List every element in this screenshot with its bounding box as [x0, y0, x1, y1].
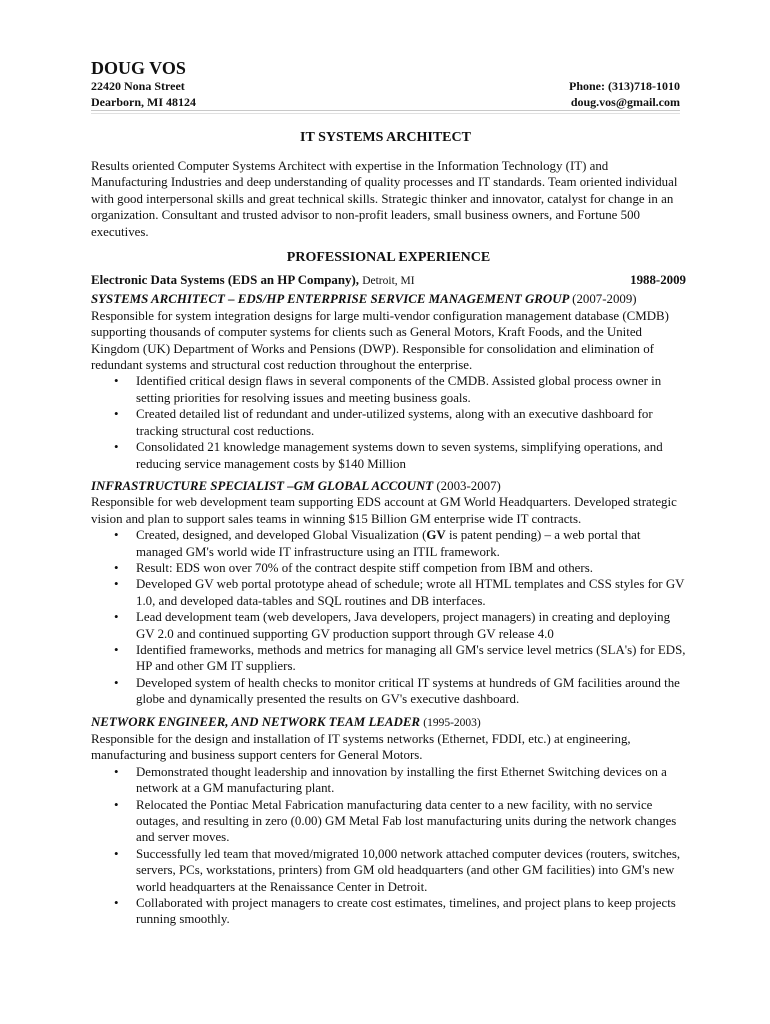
company-location: Detroit, MI: [362, 275, 415, 288]
list-item: [114, 764, 686, 797]
bullet-icon: •: [114, 675, 119, 690]
bullet-icon: •: [114, 560, 119, 575]
role-title: [91, 478, 686, 494]
bullet-text-part: Created, designed, and developed Global Visualization (: [136, 528, 427, 543]
objective-title: IT SYSTEMS ARCHITECT: [300, 130, 471, 145]
role-network-engineer: [91, 714, 686, 928]
header-divider: [91, 110, 680, 111]
email-address: doug.vos@gmail.com: [570, 95, 680, 109]
bullet-text: Developed GV web portal prototype ahead of schedule; wrote all HTML templates and CSS styles for GV 1.0, and developed data-tables and SQL routines and DB interfaces.: [136, 577, 685, 608]
bullet-text: Lead development team (web developers, Java developers, project managers) in creating and deploying GV 2.0 and continued supporting GV production support through GV release 4.0: [136, 610, 671, 641]
bullet-text: Relocated the Pontiac Metal Fabrication manufacturing data center to a new facility, with no service outages, and resulting in zero (0.00) GM Metal Fab lost manufacturing units during the network changes and server moves.: [136, 797, 677, 845]
bullet-text: Created detailed list of redundant and under-utilized systems, along with an executive dashboard for tracking structural cost reductions.: [136, 407, 653, 438]
company-line: [91, 272, 686, 289]
bullet-text: Consolidated 21 knowledge management systems down to seven systems, simplifying operations, and reducing service management costs by $140 Million: [136, 440, 663, 471]
phone-number: Phone: (313)718-1010: [569, 79, 680, 93]
bullet-icon: •: [114, 896, 119, 911]
bullet-text: Demonstrated thought leadership and innovation by installing the first Ethernet Switching devices on a network at a GM manufacturing plant.: [136, 764, 667, 796]
bullet-icon: •: [114, 528, 119, 543]
city-state-zip: Dearborn, MI 48124: [91, 95, 196, 109]
list-item: [114, 560, 686, 576]
bullet-text: Identified frameworks, methods and metrics for managing all GM's service level metrics (SLA's) for EDS, HP and other GM IT suppliers.: [136, 642, 686, 674]
summary-paragraph: Results oriented Computer Systems Architect with expertise in the Information Technology (IT) and Manufacturing Industries and deep understanding of quality processes and IT standards. Team oriented individual with good interpersonal skills and great technical skills. Strategic thinker and innovator, catalyst for change in an organization. Consultant and trusted advisor to non-profit leaders, small business owners, and Fortune 500 executives.: [91, 159, 678, 239]
resume-body: [91, 158, 686, 928]
bullet-text-part: is patent pending) – a web portal that managed GM's world wide IT infrastructure using an ITIL framework.: [136, 528, 641, 559]
bullet-icon: •: [114, 797, 119, 812]
role-systems-architect: [91, 291, 686, 471]
bullet-text: Successfully led team that moved/migrated 10,000 network attached computer devices (routers, switches, servers, PCs, workstations, printers) from GM old headquarters (and other GM facilities) into GM's new world headquarters at the Renaissance Center in Detroit.: [136, 846, 681, 894]
list-item: [114, 846, 686, 895]
role-bullets: [91, 527, 686, 707]
list-item: [114, 895, 686, 928]
role-infrastructure-specialist: [91, 478, 686, 708]
bullet-text: Result: EDS won over 70% of the contract despite stiff competion from IBM and others.: [136, 560, 593, 575]
gv-abbreviation: GV: [426, 528, 446, 543]
bullet-icon: •: [114, 440, 119, 455]
role-title-text: INFRASTRUCTURE SPECIALIST –GM GLOBAL ACCOUNT: [91, 478, 434, 493]
role-description: Responsible for the design and installation of IT systems networks (Ethernet, FDDI, etc.) at engineering, manufacturing and business support centers for General Motors.: [91, 732, 631, 763]
role-dates: (1995-2003): [423, 716, 481, 729]
role-bullets: [91, 764, 686, 928]
list-item: [114, 373, 686, 406]
role-title-text: NETWORK ENGINEER, AND NETWORK TEAM LEADER: [91, 714, 421, 729]
role-dates: (2003-2007): [436, 478, 501, 493]
bullet-icon: •: [114, 846, 119, 861]
bullet-text: Identified critical design flaws in several components of the CMDB. Assisted global process owner in setting priorities for resolving issues and meeting business goals.: [136, 374, 662, 405]
list-item: [114, 609, 686, 642]
list-item: [114, 642, 686, 675]
list-item: [114, 675, 686, 708]
company-info: [91, 272, 415, 289]
role-title: [91, 714, 686, 731]
list-item: [114, 576, 686, 609]
address-block: [91, 78, 196, 110]
role-title: [91, 291, 686, 307]
bullet-icon: •: [114, 610, 119, 625]
experience-heading: PROFESSIONAL EXPERIENCE: [286, 250, 491, 266]
list-item: [114, 439, 686, 472]
bullet-icon: •: [114, 407, 119, 422]
bullet-text: Developed system of health checks to monitor critical IT systems at hundreds of GM facilities around the globe and dynamically presented the results on GV's executive dashboard.: [136, 675, 680, 707]
role-title-text: SYSTEMS ARCHITECT – EDS/HP ENTERPRISE SERVICE MANAGEMENT GROUP: [91, 292, 569, 307]
bullet-icon: •: [114, 374, 119, 389]
company-name: Electronic Data Systems (EDS an HP Company),: [91, 273, 359, 288]
role-description: Responsible for system integration designs for large multi-vendor configuration management database (CMDB) supporting thousands of computer systems for clients such as General Motors, Kraft Foods, and the United Kingdom (UK) Department of Works and Pensions (DWP). Responsible for consolidation and elimination of redundant systems and structural cost reduction throughout the enterprise.: [91, 308, 669, 373]
role-description: Responsible for web development team supporting EDS account at GM World Headquarters. Developed strategic vision and plan to support sales teams in winning $15 Billion GM enterprise wide IT contracts.: [91, 495, 677, 526]
bullet-text: Collaborated with project managers to create cost estimates, timelines, and project plans to keep projects running smoothly.: [136, 896, 676, 927]
bullet-icon: •: [114, 642, 119, 657]
list-item: [114, 406, 686, 439]
role-bullets: [91, 373, 686, 471]
street-address: 22420 Nona Street: [91, 79, 185, 93]
candidate-name: DOUG VOS: [91, 58, 186, 78]
header-divider-secondary: [91, 113, 680, 114]
list-item: [114, 797, 686, 846]
contact-block: [569, 78, 680, 110]
bullet-icon: •: [114, 577, 119, 592]
company-years: 1988-2009: [630, 273, 686, 288]
role-dates: (2007-2009): [572, 292, 637, 307]
list-item: [114, 527, 686, 560]
bullet-text: [136, 528, 640, 558]
bullet-icon: •: [114, 764, 119, 779]
